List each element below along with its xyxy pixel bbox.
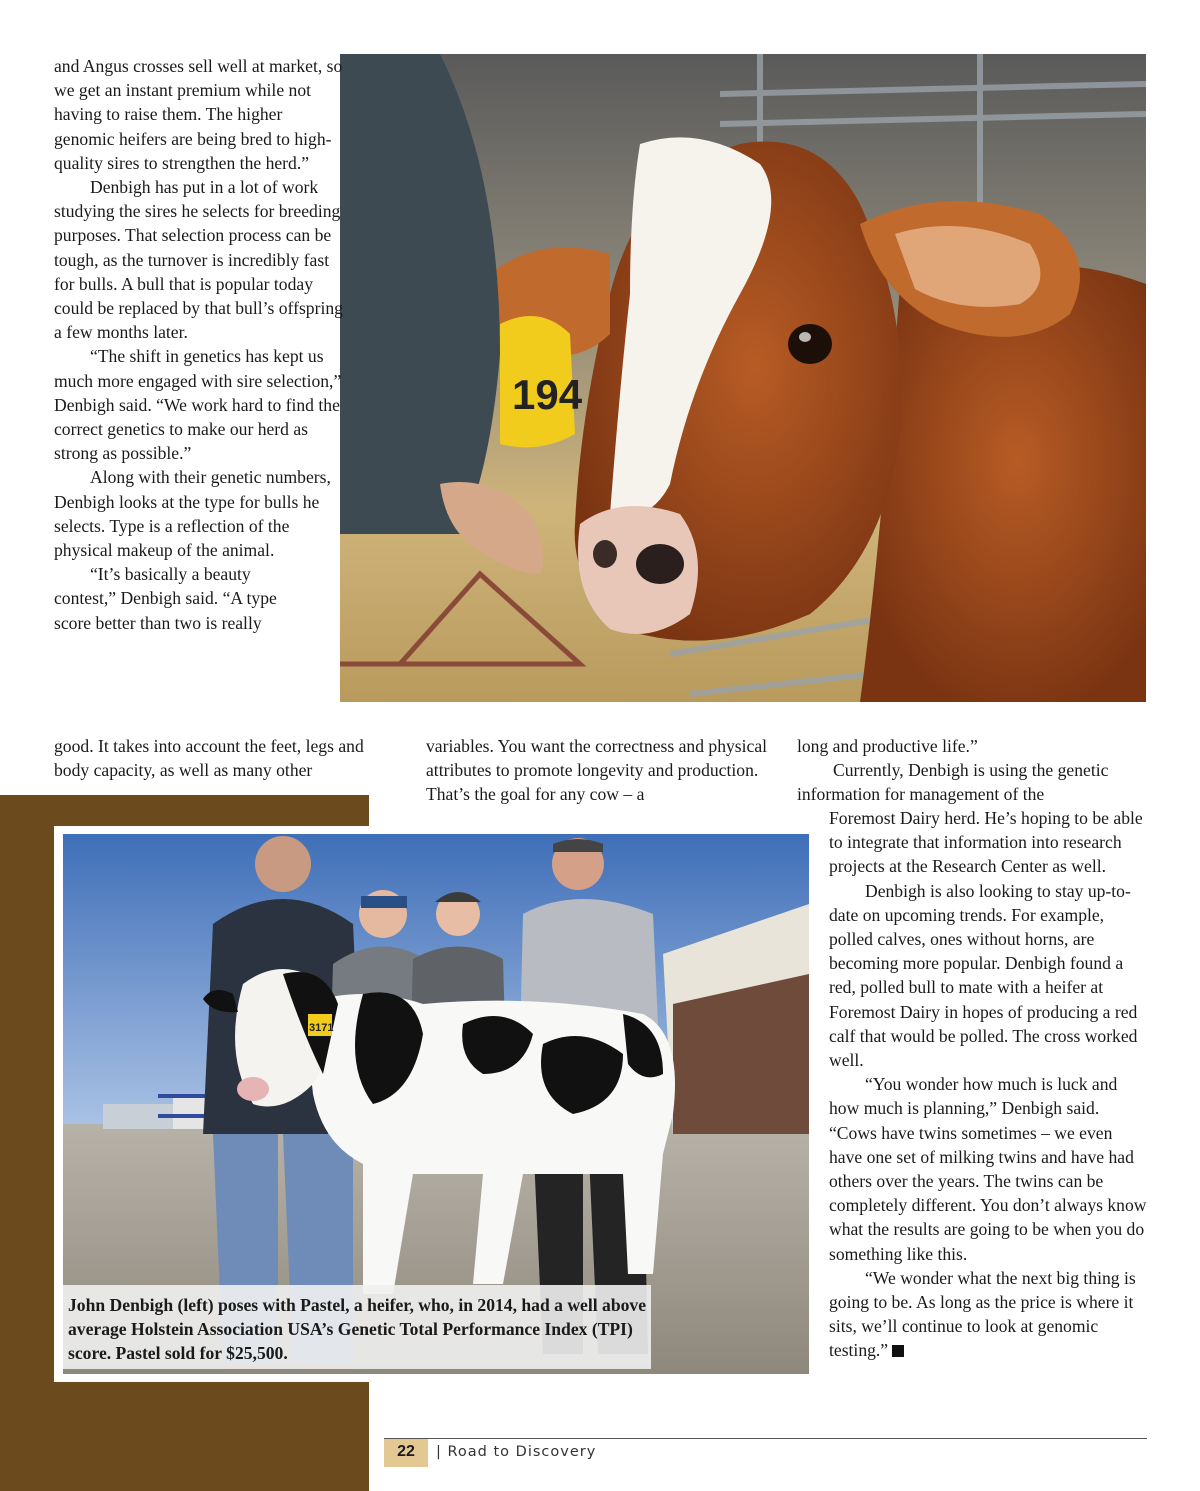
paragraph: and Angus crosses sell well at market, so we get an instant premium while not having to raise them. The higher genomic heifers are being bred to high-quality sires to strengthen the herd.” <box>54 56 343 173</box>
paragraph: Foremost Dairy herd. He’s hoping to be able to integrate that information into research projects at the Research Center as well. <box>829 808 1143 877</box>
end-mark-icon <box>892 1345 904 1357</box>
page-number: 22 <box>397 1443 415 1460</box>
article-column-1-continued <box>54 734 384 782</box>
footer-rule <box>384 1438 1147 1439</box>
svg-text:194: 194 <box>512 371 583 418</box>
paragraph: “The shift in genetics has kept us much more engaged with sire selection,” Denbigh said. “We work hard to find the correct genetics to make our herd as strong as possible.” <box>54 346 342 464</box>
article-column-2 <box>426 734 786 807</box>
paragraph-text: “We wonder what the next big thing is going to be. As long as the price is where it sits, we’ll continue to look at genomic testing.” <box>829 1267 1136 1361</box>
photo-calf-closeup <box>340 54 1146 702</box>
article-column-1 <box>54 54 344 635</box>
publication-title: | Road to Discovery <box>436 1444 597 1460</box>
paragraph: “You wonder how much is luck and how much is planning,” Denbigh said. “Cows have twins sometimes – we even have one set of milking twins and have had others over the years. The twins can be completely different. You don’t always know what the results are going to be when you do something like this. <box>829 1074 1147 1264</box>
paragraph: variables. You want the correctness and physical attributes to promote longevity and production. That’s the goal for any cow – a <box>426 736 768 805</box>
paragraph: Along with their genetic numbers, Denbigh looks at the type for bulls he selects. Type is a reflection of the physical makeup of the animal. <box>54 467 331 561</box>
paragraph <box>829 1266 1147 1363</box>
article-column-3 <box>829 806 1147 1363</box>
calf-closeup-image <box>340 54 1146 702</box>
paragraph: Denbigh has put in a lot of work studying the sires he selects for breeding purposes. That selection process can be tough, as the turnover is incredibly fast for bulls. A bull that is popular today could be replaced by that bull’s offspring a few months later. <box>54 177 343 343</box>
article-column-3-top <box>797 734 1147 807</box>
paragraph: “It’s basically a beauty contest,” Denbigh said. “A type score better than two is really <box>54 564 277 633</box>
paragraph: Denbigh is also looking to stay up-to-date on upcoming trends. For example, polled calves, ones without horns, are becoming more popular. Denbigh found a red, polled bull to mate with a heifer at Foremost Dairy in hopes of producing a red calf that would be polled. The cross worked well. <box>829 880 1138 1071</box>
photo-caption: John Denbigh (left) poses with Pastel, a heifer, who, in 2014, had a well above average Holstein Association USA’s Genetic Total Performance Index (TPI) score. Pastel sold for $25,500. <box>68 1295 647 1363</box>
paragraph: good. It takes into account the feet, legs and body capacity, as well as many other <box>54 736 364 781</box>
paragraph: Currently, Denbigh is using the genetic information for management of the <box>797 760 1109 805</box>
svg-text:3171: 3171 <box>309 1022 334 1034</box>
paragraph: long and productive life.” <box>797 736 978 756</box>
